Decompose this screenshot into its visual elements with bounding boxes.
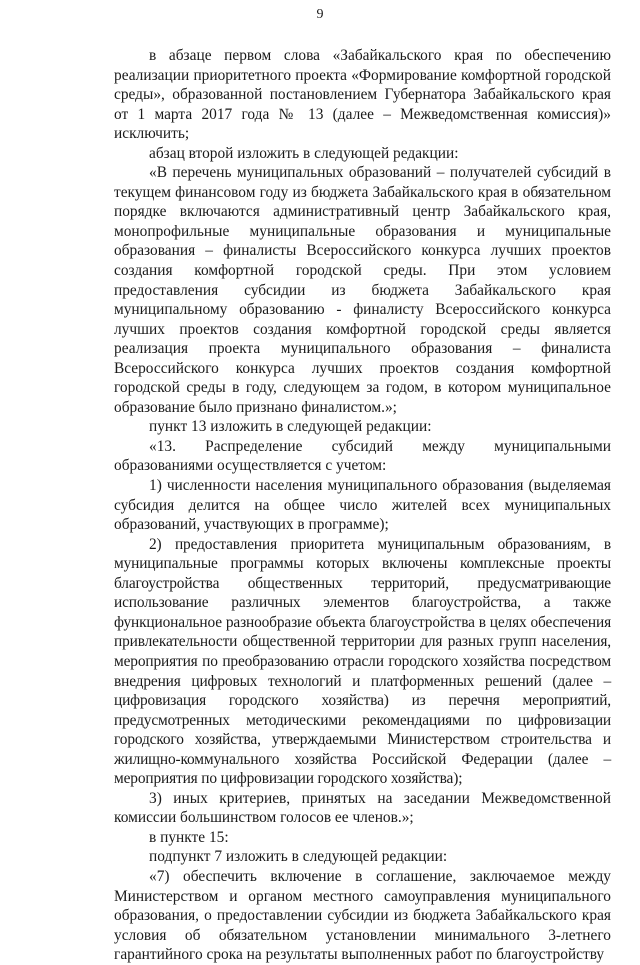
paragraph-2: абзац второй изложить в следующей редакции: — [149, 144, 459, 162]
paragraph-7: 2) предоставления приоритета муниципальным образованиям, в муниципальные программы которых включены комплексные проекты благоустройства общественных территорий, предусматривающие использование различных элементов благоустройства, а также функциональное разнообразие объекта благоустройства в целях обеспечения привлекательности общественной территории для разных групп населения, мероприятия по преобразованию отрасли городского хозяйства посредством внедрения цифровых технологий и платформенных решений (далее – цифровизация городского хозяйства) из перечня мероприятий, предусмотренных методическими рекомендациями по цифровизации городского хозяйства, утверждаемыми Министерством строительства и жилищно-коммунального хозяйства Российской Федерации (далее – мероприятия по цифровизации городского хозяйства); — [114, 535, 611, 788]
paragraph-10: подпункт 7 изложить в следующей редакции: — [149, 848, 448, 866]
paragraph-3: «В перечень муниципальных образований – получателей субсидий в текущем финансовом году из бюджета Забайкальского края в обязательном порядке включаются административный центр Забайкальского края, монопрофильные муниципальные образования и муниципальные образования – финалисты Всероссийского конкурса лучших проектов создания комфортной городской среды. При этом условием предоставления субсидии из бюджета Забайкальского края муниципальному образованию - финалисту Всероссийского конкурса лучших проектов создания комфортной городской среды является реализация проекта муниципального образования – финалиста Всероссийского конкурса лучших проектов создания комфортной городской среды в году, следующем за годом, в котором муниципальное образование было признано финалистом.»; — [114, 164, 611, 416]
paragraph-4: пункт 13 изложить в следующей редакции: — [149, 418, 432, 436]
paragraph-8: 3) иных критериев, принятых на заседании Межведомственной комиссии большинством голосов ее членов.»; — [114, 789, 611, 827]
paragraph-9: в пункте 15: — [149, 828, 229, 846]
page-number: 9 — [316, 7, 324, 22]
paragraph-1: в абзаце первом слова «Забайкальского края по обеспечению реализации приоритетного проекта «Формирование комфортной городской среды», образованной постановлением Губернатора Забайкальского края от 1 марта 2017 года № 13 (далее – Межведомственная комиссия)» исключить; — [114, 47, 611, 143]
document-body — [114, 46, 611, 965]
paragraph-5: «13. Распределение субсидий между муниципальными образованиями осуществляется с учетом: — [114, 437, 611, 475]
paragraph-6: 1) численности населения муниципального образования (выделяемая субсидия делится на общее число жителей всех муниципальных образований, участвующих в программе); — [114, 477, 611, 534]
paragraph-11: «7) обеспечить включение в соглашение, заключаемое между Министерством и органом местного самоуправления муниципального образования, о предоставлении субсидии из бюджета Забайкальского края условия об обязательном установлении минимального 3-летнего гарантийного срока на результаты выполненных работ по благоустройству — [114, 867, 611, 964]
